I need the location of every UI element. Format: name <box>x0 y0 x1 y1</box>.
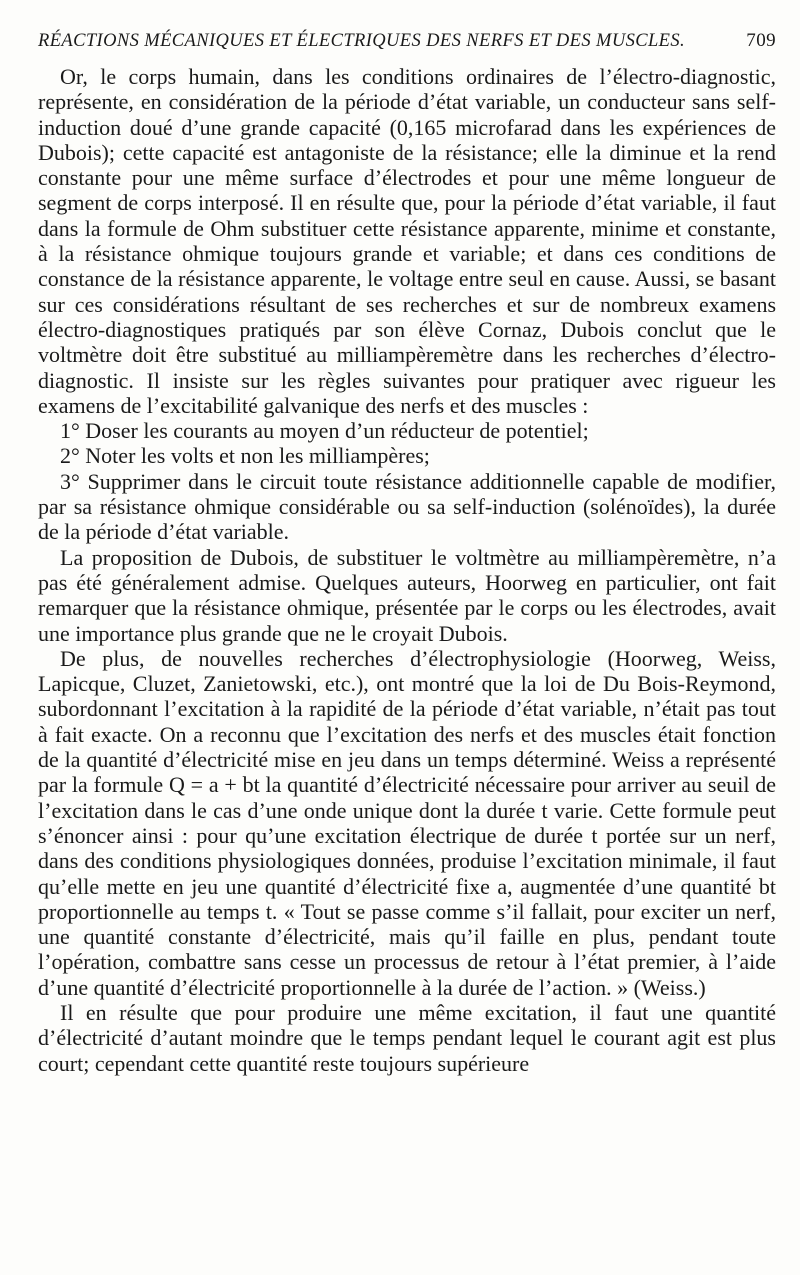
rule-item-3: 3° Supprimer dans le circuit toute résistance additionnelle capable de modifier, par sa résistance ohmique considérable ou sa self-induction (solénoïdes), la durée de la période d’état variable. <box>38 468 776 545</box>
running-title: RÉACTIONS MÉCANIQUES ET ÉLECTRIQUES DES NERFS ET DES MUSCLES. <box>38 31 686 51</box>
paragraph: Or, le corps humain, dans les conditions ordinaires de l’électro-diagnostic, représente, en considération de la période d’état variable, un conducteur sans self-induction doué d’une grande capacité (0,165 microfarad dans les expériences de Dubois); cette capacité est antagoniste de la résistance; elle la diminue et la rend constante pour une même surface d’électrodes et pour une même longueur de segment de corps interposé. Il en résulte que, pour la période d’état variable, il faut dans la formule de Ohm substituer cette résistance apparente, minime et constante, à la résistance ohmique toujours grande et variable; et dans ces conditions de constance de la résistance apparente, le voltage entre seul en cause. Aussi, se basant sur ces considérations résultant de ses recherches et sur de nombreux examens électro-diagnostiques pratiqués par son élève Cornaz, Dubois conclut que le voltmètre doit être substitué au milliampèremètre dans les recherches d’électro-diagnostic. Il insiste sur les règles suivantes pour pratiquer avec rigueur les examens de l’excitabilité galvanique des nerfs et des muscles : <box>38 64 776 418</box>
running-head <box>38 30 776 60</box>
page-number: 709 <box>746 30 776 51</box>
rule-item-1: 1° Doser les courants au moyen d’un réducteur de potentiel; <box>60 418 589 444</box>
paragraph: De plus, de nouvelles recherches d’électrophysiologie (Hoorweg, Weiss, Lapicque, Cluzet, Zanietowski, etc.), ont montré que la loi de Du Bois-Reymond, subordonnant l’excitation à la rapidité de la période d’état variable, n’était pas tout à fait exacte. On a reconnu que l’excitation des nerfs et des muscles était fonction de la quantité d’électricité mise en jeu dans un temps déterminé. Weiss a représenté par la formule Q = a + bt la quantité d’électricité nécessaire pour arriver au seuil de l’excitation dans le cas d’une onde unique dont la durée t varie. Cette formule peut s’énoncer ainsi : pour qu’une excitation électrique de durée t portée sur un nerf, dans des conditions physiologiques données, produise l’excitation minimale, il faut qu’elle mette en jeu une quantité d’électricité fixe a, augmentée d’une quantité bt proportionnelle au temps t. « Tout se passe comme s’il fallait, pour exciter un nerf, une quantité constante d’électricité, mais qu’il faille en plus, pendant toute l’opération, combattre sans cesse un processus de retour à l’état premier, à l’aide d’une quantité d’électricité proportionnelle à la durée de l’action. » (Weiss.) <box>38 645 776 1000</box>
body-text <box>38 64 776 1076</box>
paragraph: Il en résulte que pour produire une même excitation, il faut une quantité d’électricité d’autant moindre que le temps pendant lequel le courant agit est plus court; cependant cette quantité reste toujours supérieure <box>38 999 776 1076</box>
paragraph: La proposition de Dubois, de substituer le voltmètre au milliampèremètre, n’a pas été généralement admise. Quelques auteurs, Hoorweg en particulier, ont fait remarquer que la résistance ohmique, présentée par le corps ou les électrodes, avait une importance plus grande que ne le croyait Dubois. <box>38 544 776 646</box>
rule-item-2: 2° Noter les volts et non les milliampères; <box>60 443 430 469</box>
